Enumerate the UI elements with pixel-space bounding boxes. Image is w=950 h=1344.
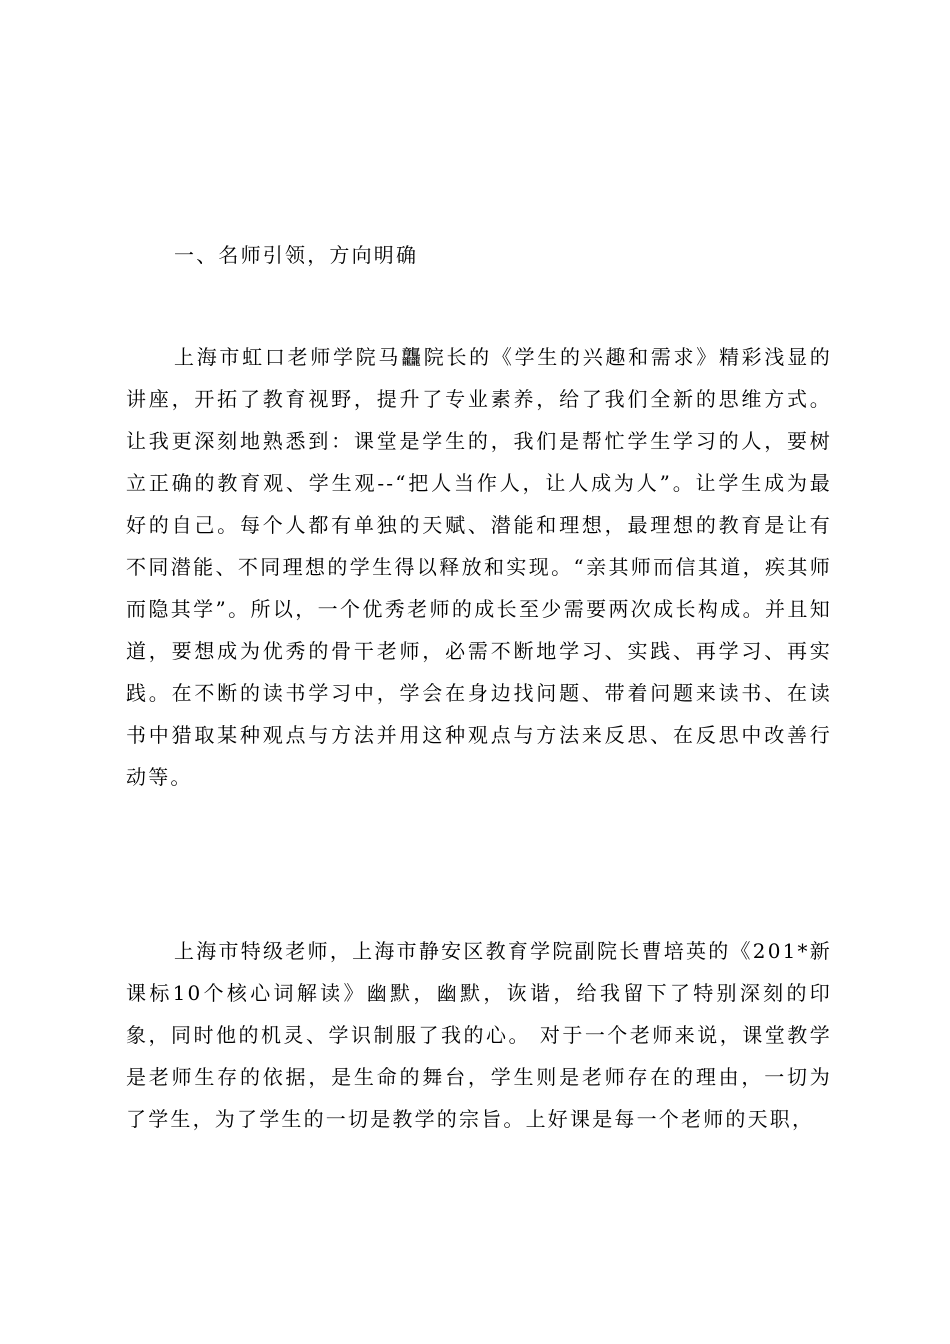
body-paragraph-2: 上海市特级老师，上海市静安区教育学院副院长曹培英的《201*新课标10个核心词解读》幽默，幽默，诙谐，给我留下了特别深刻的印象，同时他的机灵、学识制服了我的心。 对于一个老师来说，课堂教学是老师生存的依据，是生命的舞台，学生则是老师存在的理由，一切为了学生，为了学生的一切是教学的宗旨。上好课是每一个老师的天职，	[126, 939, 832, 1131]
section-heading: 一、名师引领，方向明确	[174, 243, 419, 267]
body-paragraph-1: 上海市虹口老师学院马龘院长的《学生的兴趣和需求》精彩浅显的讲座，开拓了教育视野，提升了专业素养，给了我们全新的思维方式。让我更深刻地熟悉到：课堂是学生的，我们是帮忙学生学习的人，要树立正确的教育观、学生观--“把人当作人，让人成为人”。让学生成为最好的自己。每个人都有单独的天赋、潜能和理想，最理想的教育是让有不同潜能、不同理想的学生得以释放和实现。“亲其师而信其道，疾其师而隐其学”。所以，一个优秀老师的成长至少需要两次成长构成。并且知道，要想成为优秀的骨干老师，必需不断地学习、实践、再学习、再实践。在不断的读书学习中，学会在身边找问题、带着问题来读书、在读书中猎取某种观点与方法并用这种观点与方法来反思、在反思中改善行动等。	[126, 345, 832, 789]
